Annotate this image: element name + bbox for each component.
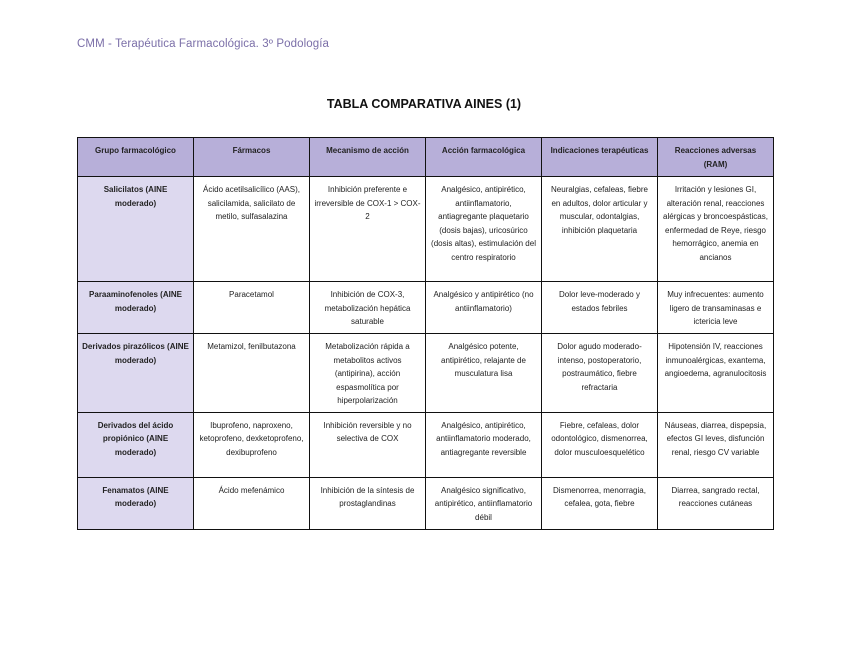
indications-cell: Dismenorrea, menorragia, cefalea, gota, fiebre (542, 477, 658, 529)
table-row (78, 282, 774, 334)
indications-cell: Neuralgias, cefaleas, fiebre en adultos, dolor articular y muscular, odontalgias, inhibición plaquetaria (542, 177, 658, 282)
comparison-table (77, 137, 774, 530)
action-cell: Analgésico y antipirético (no antiinflamatorio) (426, 282, 542, 334)
adverse-reactions-cell: Muy infrecuentes: aumento ligero de transaminasas e ictericia leve (658, 282, 774, 334)
document-header-note: CMM - Terapéutica Farmacológica. 3º Podología (77, 38, 330, 50)
drugs-cell: Ibuprofeno, naproxeno, ketoprofeno, dexketoprofeno, dexibuprofeno (194, 412, 310, 477)
document-title: TABLA COMPARATIVA AINES (1) (326, 97, 522, 111)
column-header-mechanism: Mecanismo de acción (310, 138, 426, 177)
drugs-cell: Ácido acetilsalicílico (AAS), salicilamida, salicilato de metilo, sulfasalazina (194, 177, 310, 282)
group-cell: Paraaminofenoles (AINE moderado) (78, 282, 194, 334)
adverse-reactions-cell: Náuseas, diarrea, dispepsia, efectos GI leves, disfunción renal, riesgo CV variable (658, 412, 774, 477)
table-header-row (78, 138, 774, 177)
adverse-reactions-cell: Hipotensión IV, reacciones inmunoalérgicas, exantema, angioedema, agranulocitosis (658, 334, 774, 413)
group-cell: Fenamatos (AINE moderado) (78, 477, 194, 529)
indications-cell: Dolor leve-moderado y estados febriles (542, 282, 658, 334)
drugs-cell: Paracetamol (194, 282, 310, 334)
column-header-adverse-reactions: Reacciones adversas (RAM) (658, 138, 774, 177)
action-cell: Analgésico potente, antipirético, relajante de musculatura lisa (426, 334, 542, 413)
table-row (78, 334, 774, 413)
adverse-reactions-cell: Irritación y lesiones GI, alteración renal, reacciones alérgicas y broncoespásticas, enfermedad de Reye, riesgo hemorrágico, anemia en ancianos (658, 177, 774, 282)
column-header-indications: Indicaciones terapéuticas (542, 138, 658, 177)
group-cell: Derivados del ácido propiónico (AINE moderado) (78, 412, 194, 477)
action-cell: Analgésico, antipirético, antiinflamatorio, antiagregante plaquetario (dosis bajas), uricosúrico (dosis altas), estimulación del centro respiratorio (426, 177, 542, 282)
table-row (78, 412, 774, 477)
indications-cell: Dolor agudo moderado-intenso, postoperatorio, postraumático, fiebre refractaria (542, 334, 658, 413)
mechanism-cell: Inhibición de la síntesis de prostaglandinas (310, 477, 426, 529)
indications-cell: Fiebre, cefaleas, dolor odontológico, dismenorrea, dolor musculoesquelético (542, 412, 658, 477)
mechanism-cell: Inhibición de COX-3, metabolización hepática saturable (310, 282, 426, 334)
adverse-reactions-cell: Diarrea, sangrado rectal, reacciones cutáneas (658, 477, 774, 529)
group-cell: Derivados pirazólicos (AINE moderado) (78, 334, 194, 413)
column-header-drugs: Fármacos (194, 138, 310, 177)
drugs-cell: Ácido mefenámico (194, 477, 310, 529)
action-cell: Analgésico significativo, antipirético, antiinflamatorio débil (426, 477, 542, 529)
table-row (78, 477, 774, 529)
group-cell: Salicilatos (AINE moderado) (78, 177, 194, 282)
mechanism-cell: Inhibición preferente e irreversible de COX-1 > COX-2 (310, 177, 426, 282)
mechanism-cell: Metabolización rápida a metabolitos activos (antipirina), acción espasmolítica por hiperpolarización (310, 334, 426, 413)
mechanism-cell: Inhibición reversible y no selectiva de COX (310, 412, 426, 477)
drugs-cell: Metamizol, fenilbutazona (194, 334, 310, 413)
column-header-group: Grupo farmacológico (78, 138, 194, 177)
table-row (78, 177, 774, 282)
action-cell: Analgésico, antipirético, antiinflamatorio moderado, antiagregante reversible (426, 412, 542, 477)
column-header-action: Acción farmacológica (426, 138, 542, 177)
